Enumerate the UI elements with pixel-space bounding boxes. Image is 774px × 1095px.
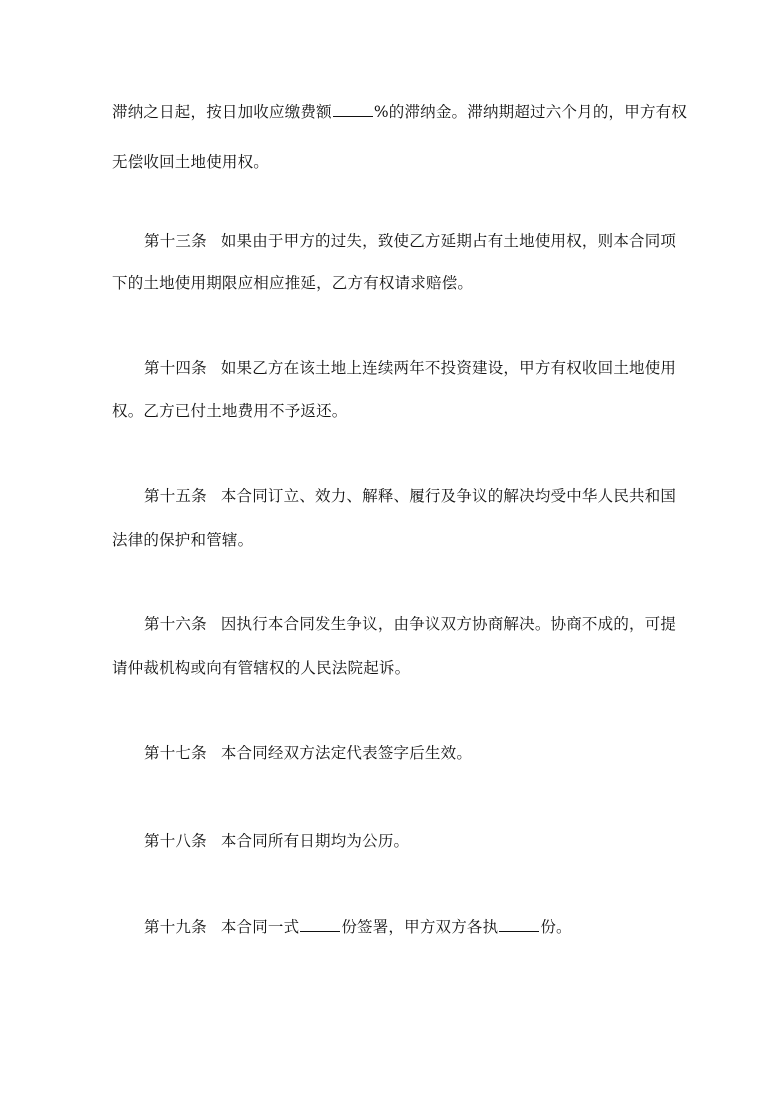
line-text: 本合同所有日期均为公历。 <box>220 832 410 850</box>
article-number: 第十七条 <box>144 744 207 762</box>
line-text: 本合同一式 <box>220 918 300 936</box>
line-text: 权。乙方已付土地费用不予返还。 <box>112 402 348 420</box>
article-number: 第十六条 <box>144 615 207 633</box>
article-18 <box>144 831 704 851</box>
article-number: 第十三条 <box>144 232 207 250</box>
article-number: 第十八条 <box>144 832 207 850</box>
line-text: 份签署，甲方双方各执 <box>341 918 499 936</box>
line-text: 滞纳之日起，按日加收应缴费额 <box>112 103 332 121</box>
article-14 <box>144 358 704 378</box>
article-16 <box>144 614 704 634</box>
line-text: 无偿收回土地使用权。 <box>112 153 270 171</box>
article-number: 第十五条 <box>144 487 207 505</box>
paragraph-line <box>112 530 672 550</box>
article-number: 第十九条 <box>144 918 207 936</box>
article-17 <box>144 743 704 763</box>
line-text: 法律的保护和管辖。 <box>112 531 254 549</box>
line-text: 如果乙方在该土地上连续两年不投资建设，甲方有权收回土地使用 <box>220 359 677 377</box>
paragraph-line <box>112 658 672 678</box>
line-text: %的滞纳金。滞纳期超过六个月的，甲方有权 <box>373 103 688 121</box>
line-text: 如果由于甲方的过失，致使乙方延期占有土地使用权，则本合同项 <box>220 232 677 250</box>
article-19 <box>144 917 704 937</box>
article-15 <box>144 486 704 506</box>
paragraph-line <box>112 152 672 172</box>
line-text: 因执行本合同发生争议，由争议双方协商解决。协商不成的，可提 <box>220 615 677 633</box>
paragraph-line <box>112 401 672 421</box>
fill-in-blank <box>333 102 373 117</box>
paragraph-line <box>112 102 688 122</box>
fill-in-blank <box>300 917 340 932</box>
line-text: 份。 <box>540 918 572 936</box>
fill-in-blank <box>499 917 539 932</box>
line-text: 请仲裁机构或向有管辖权的人民法院起诉。 <box>112 659 411 677</box>
article-13 <box>144 231 704 251</box>
article-number: 第十四条 <box>144 359 207 377</box>
paragraph-line <box>112 273 672 293</box>
line-text: 下的土地使用期限应相应推延，乙方有权请求赔偿。 <box>112 274 474 292</box>
line-text: 本合同订立、效力、解释、履行及争议的解决均受中华人民共和国 <box>220 487 677 505</box>
line-text: 本合同经双方法定代表签字后生效。 <box>220 744 473 762</box>
